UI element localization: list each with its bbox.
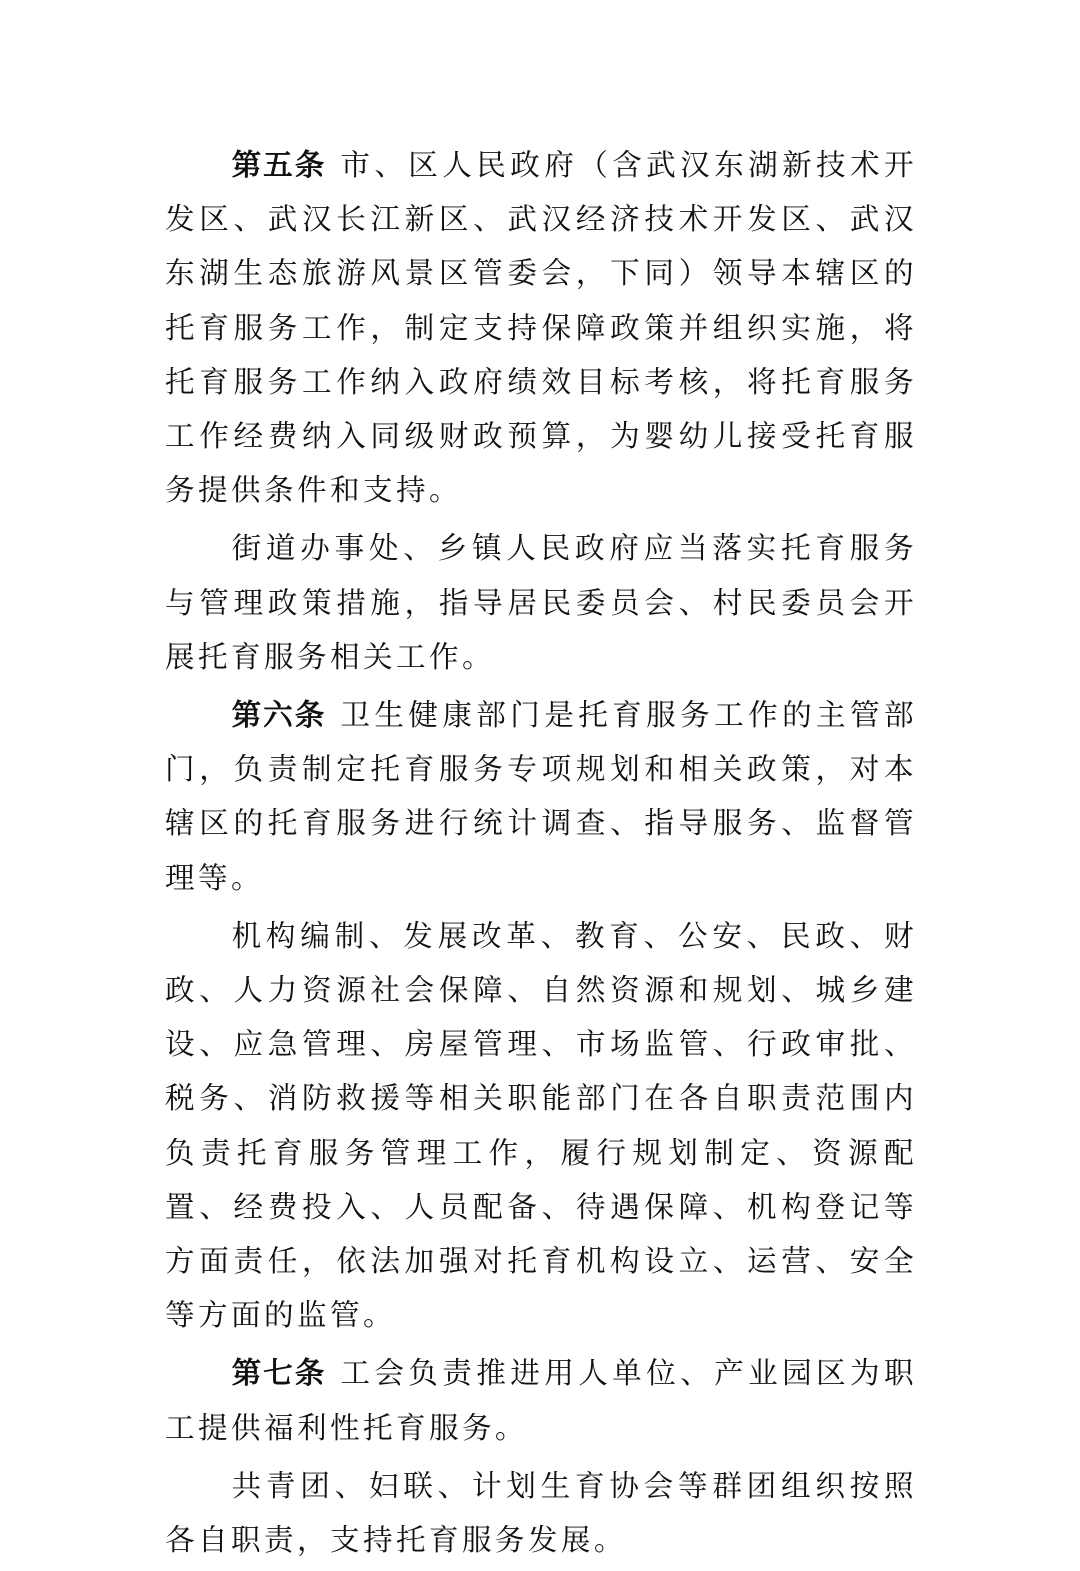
article-7-paragraph [165, 1346, 917, 1454]
article-5-paragraph [165, 138, 917, 517]
paragraph-text: 机构编制、发展改革、教育、公安、民政、财政、人力资源社会保障、自然资源和规划、城乡建设、应急管理、房屋管理、市场监管、行政审批、税务、消防救援等相关职能部门在各自职责范围内负责托育服务管理工作，履行规划制定、资源配置、经费投入、人员配备、待遇保障、机构登记等方面责任，依法加强对托育机构设立、运营、安全等方面的监管。 [165, 918, 917, 1333]
paragraph-text: 街道办事处、乡镇人民政府应当落实托育服务与管理政策措施，指导居民委员会、村民委员会开展托育服务相关工作。 [165, 531, 917, 674]
article-6-paragraph-2 [165, 909, 917, 1343]
paragraph-text: 工会负责推进用人单位、产业园区为职工提供福利性托育服务。 [165, 1356, 917, 1445]
article-5-paragraph-2 [165, 521, 917, 684]
document-page [165, 138, 917, 1571]
article-7-paragraph-2 [165, 1459, 917, 1567]
paragraph-text: 共青团、妇联、计划生育协会等群团组织按照各自职责，支持托育服务发展。 [165, 1468, 917, 1558]
article-title: 第七条 [231, 1356, 327, 1391]
paragraph-text: 卫生健康部门是托育服务工作的主管部门，负责制定托育服务专项规划和相关政策，对本辖区的托育服务进行统计调查、指导服务、监督管理等。 [165, 698, 917, 895]
article-title: 第六条 [231, 698, 327, 733]
paragraph-text: 市、区人民政府（含武汉东湖新技术开发区、武汉长江新区、武汉经济技术开发区、武汉东湖生态旅游风景区管委会，下同）领导本辖区的托育服务工作，制定支持保障政策并组织实施，将托育服务工作纳入政府绩效目标考核，将托育服务工作经费纳入同级财政预算，为婴幼儿接受托育服务提供条件和支持。 [165, 148, 917, 508]
article-title: 第五条 [231, 148, 327, 182]
article-6-paragraph [165, 688, 917, 905]
